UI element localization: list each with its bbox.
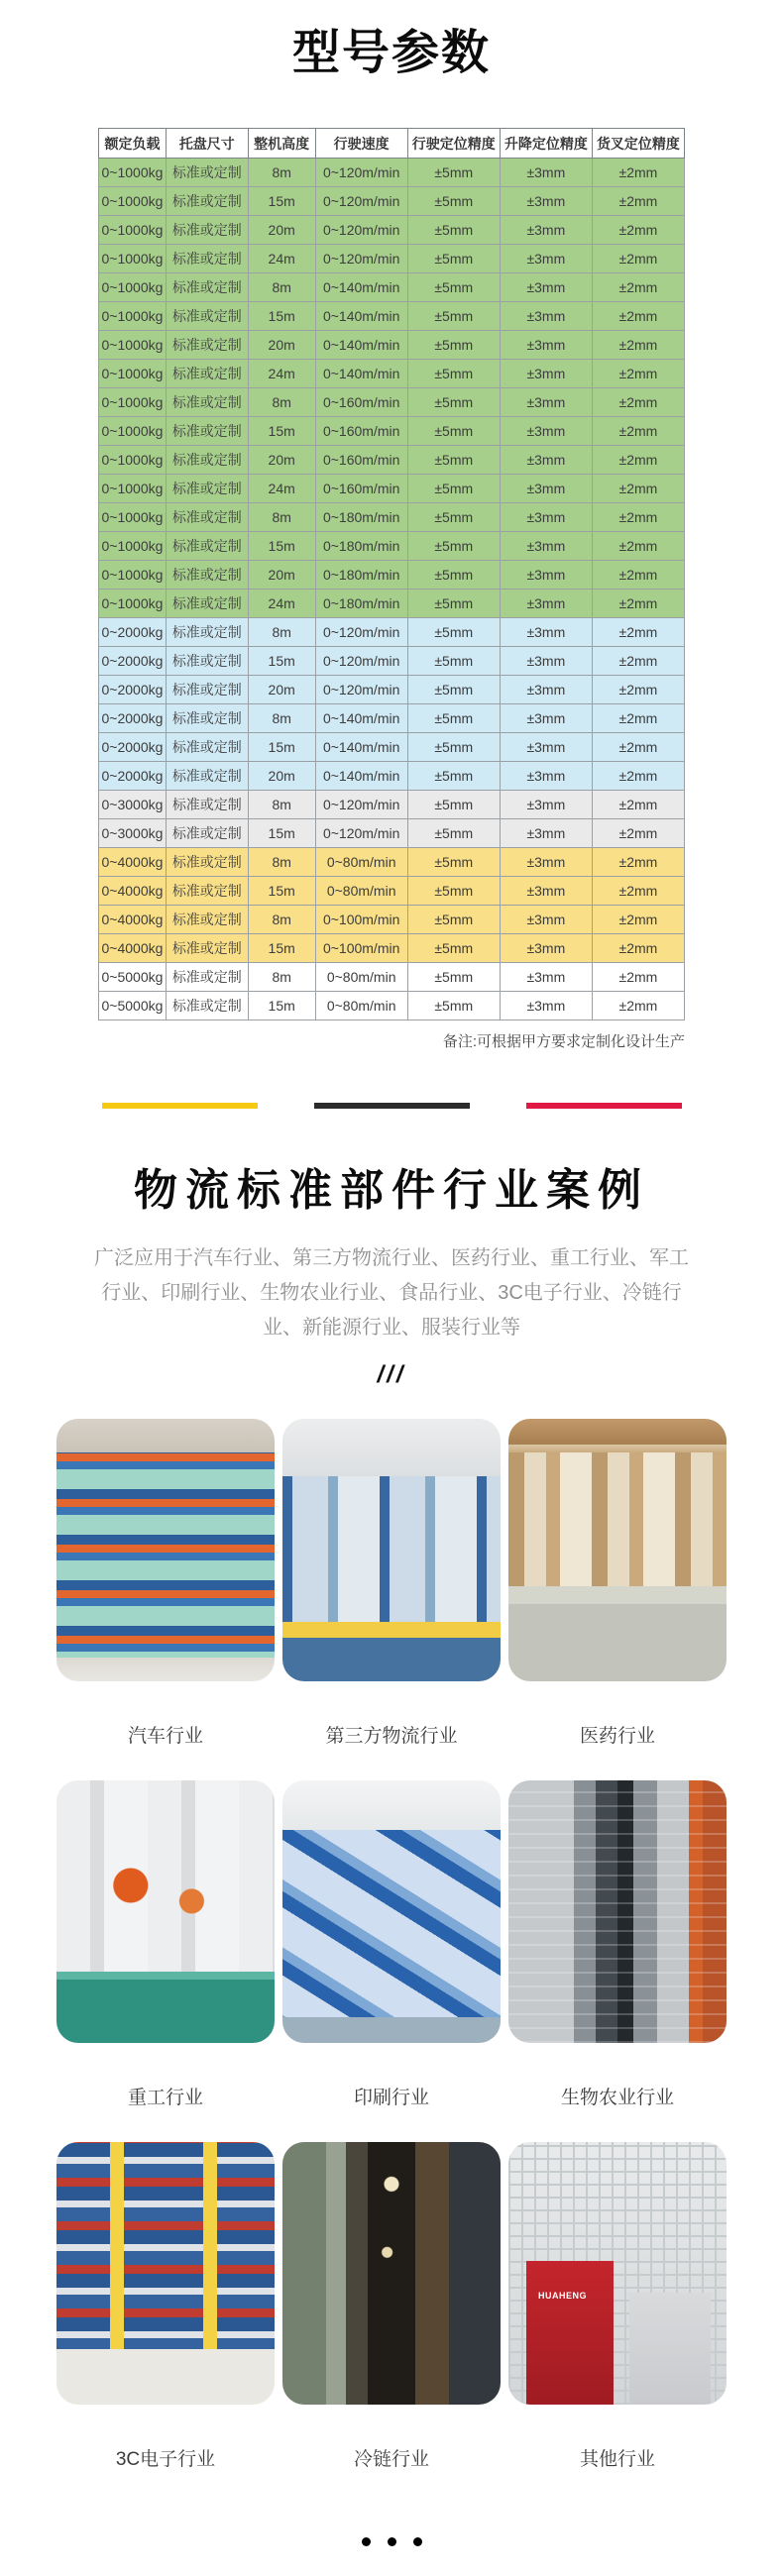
table-cell: ±3mm	[500, 561, 592, 590]
table-cell: ±3mm	[500, 159, 592, 187]
table-cell: ±2mm	[592, 877, 684, 906]
table-cell: 0~2000kg	[99, 762, 167, 791]
table-cell: 0~180m/min	[315, 532, 407, 561]
case-card-other[interactable]	[508, 2142, 727, 2470]
table-cell: ±3mm	[500, 446, 592, 475]
table-cell: ±2mm	[592, 388, 684, 417]
table-cell: 20m	[248, 762, 315, 791]
table-cell: 标准或定制	[166, 819, 248, 848]
table-row	[99, 388, 685, 417]
table-cell: 0~1000kg	[99, 561, 167, 590]
table-cell: ±5mm	[407, 848, 500, 877]
table-row	[99, 676, 685, 704]
table-cell: ±3mm	[500, 848, 592, 877]
table-row	[99, 733, 685, 762]
table-cell: ±3mm	[500, 647, 592, 676]
table-cell: 0~1000kg	[99, 532, 167, 561]
table-cell: 标准或定制	[166, 791, 248, 819]
table-cell: 15m	[248, 992, 315, 1020]
table-cell: ±5mm	[407, 791, 500, 819]
table-row	[99, 475, 685, 503]
table-row	[99, 791, 685, 819]
table-cell: ±3mm	[500, 475, 592, 503]
table-cell: 0~4000kg	[99, 877, 167, 906]
column-header: 整机高度	[248, 129, 315, 159]
table-cell: ±3mm	[500, 676, 592, 704]
table-cell: ±3mm	[500, 906, 592, 934]
table-cell: 标准或定制	[166, 302, 248, 331]
divider-bar-red	[526, 1103, 682, 1109]
table-cell: 15m	[248, 187, 315, 216]
table-cell: ±3mm	[500, 360, 592, 388]
table-cell: ±5mm	[407, 302, 500, 331]
divider-bar-black	[314, 1103, 470, 1109]
case-card-printing[interactable]	[282, 1780, 501, 2108]
table-row	[99, 906, 685, 934]
table-row	[99, 532, 685, 561]
table-row	[99, 331, 685, 360]
table-cell: 标准或定制	[166, 360, 248, 388]
table-cell: ±3mm	[500, 388, 592, 417]
table-cell: ±5mm	[407, 906, 500, 934]
case-photo-printing	[282, 1780, 501, 2043]
table-cell: ±5mm	[407, 647, 500, 676]
table-cell: ±5mm	[407, 819, 500, 848]
table-cell: ±5mm	[407, 992, 500, 1020]
table-cell: ±2mm	[592, 446, 684, 475]
table-cell: ±3mm	[500, 532, 592, 561]
table-cell: ±3mm	[500, 187, 592, 216]
table-cell: 0~1000kg	[99, 503, 167, 532]
table-cell: ±3mm	[500, 819, 592, 848]
table-cell: 0~80m/min	[315, 992, 407, 1020]
column-header: 行驶速度	[315, 129, 407, 159]
table-cell: ±3mm	[500, 417, 592, 446]
table-cell: ±5mm	[407, 963, 500, 992]
table-cell: ±3mm	[500, 704, 592, 733]
table-cell: ±2mm	[592, 733, 684, 762]
table-cell: ±2mm	[592, 360, 684, 388]
table-cell: ±5mm	[407, 360, 500, 388]
table-cell: 标准或定制	[166, 273, 248, 302]
table-cell: 0~4000kg	[99, 906, 167, 934]
table-cell: 标准或定制	[166, 503, 248, 532]
table-row	[99, 934, 685, 963]
table-cell: 0~100m/min	[315, 934, 407, 963]
table-cell: 0~140m/min	[315, 360, 407, 388]
table-cell: 8m	[248, 791, 315, 819]
table-cell: 0~1000kg	[99, 187, 167, 216]
case-photo-cold-chain	[282, 2142, 501, 2405]
carousel-dot-2[interactable]	[388, 2537, 396, 2546]
table-cell: ±3mm	[500, 503, 592, 532]
table-row	[99, 302, 685, 331]
table-row	[99, 590, 685, 618]
table-cell: ±2mm	[592, 475, 684, 503]
table-cell: 0~5000kg	[99, 992, 167, 1020]
case-caption-cold-chain: 冷链行业	[353, 2449, 429, 2470]
table-cell: 0~120m/min	[315, 216, 407, 245]
table-cell: ±3mm	[500, 216, 592, 245]
table-cell: 15m	[248, 532, 315, 561]
table-cell: 0~1000kg	[99, 388, 167, 417]
table-cell: 0~160m/min	[315, 417, 407, 446]
table-cell: ±2mm	[592, 819, 684, 848]
table-cell: ±5mm	[407, 877, 500, 906]
table-cell: ±2mm	[592, 676, 684, 704]
pagination-dots	[0, 2537, 783, 2576]
page-title: 型号参数	[291, 27, 491, 79]
table-cell: ±2mm	[592, 906, 684, 934]
table-cell: 0~2000kg	[99, 733, 167, 762]
table-cell: ±5mm	[407, 590, 500, 618]
table-cell: 15m	[248, 417, 315, 446]
column-header: 额定负载	[99, 129, 167, 159]
table-cell: 20m	[248, 331, 315, 360]
case-photo-third-party-logistics	[282, 1419, 501, 1681]
case-card-third-party-logistics[interactable]	[282, 1419, 501, 1747]
spec-table-section	[98, 128, 685, 1051]
table-cell: 0~1000kg	[99, 216, 167, 245]
table-row	[99, 360, 685, 388]
table-cell: 0~1000kg	[99, 159, 167, 187]
case-caption-automotive: 汽车行业	[127, 1726, 203, 1747]
table-cell: 15m	[248, 934, 315, 963]
table-cell: ±5mm	[407, 159, 500, 187]
case-photo-bio-agriculture	[508, 1780, 727, 2043]
table-cell: ±3mm	[500, 762, 592, 791]
case-photo-pharmaceutical	[508, 1419, 727, 1681]
table-cell: 8m	[248, 388, 315, 417]
case-caption-3c-electronics: 3C电子行业	[115, 2449, 216, 2470]
table-row	[99, 159, 685, 187]
table-cell: ±3mm	[500, 992, 592, 1020]
table-cell: ±3mm	[500, 877, 592, 906]
cases-section-title: 物流标准部件行业案例	[134, 1166, 649, 1215]
table-cell: 标准或定制	[166, 676, 248, 704]
table-cell: ±3mm	[500, 331, 592, 360]
table-cell: 标准或定制	[166, 704, 248, 733]
table-cell: ±2mm	[592, 590, 684, 618]
table-cell: 0~120m/min	[315, 618, 407, 647]
table-cell: 0~120m/min	[315, 791, 407, 819]
table-cell: ±2mm	[592, 273, 684, 302]
table-cell: 0~120m/min	[315, 187, 407, 216]
table-cell: 标准或定制	[166, 733, 248, 762]
table-cell: 标准或定制	[166, 159, 248, 187]
table-cell: ±2mm	[592, 963, 684, 992]
table-cell: 0~180m/min	[315, 590, 407, 618]
table-cell: 0~140m/min	[315, 273, 407, 302]
photo-brand-text: HUAHENG	[538, 2291, 588, 2301]
table-cell: ±2mm	[592, 245, 684, 273]
slashes-decoration: ///	[377, 1361, 406, 1388]
table-cell: 0~120m/min	[315, 647, 407, 676]
table-cell: 0~140m/min	[315, 704, 407, 733]
table-cell: 0~1000kg	[99, 590, 167, 618]
table-cell: ±5mm	[407, 475, 500, 503]
spec-table-head-row	[99, 129, 685, 159]
table-cell: ±5mm	[407, 618, 500, 647]
table-cell: ±3mm	[500, 302, 592, 331]
case-card-pharmaceutical[interactable]	[508, 1419, 727, 1747]
table-cell: 8m	[248, 704, 315, 733]
divider-bars	[0, 1103, 783, 1109]
table-cell: 标准或定制	[166, 532, 248, 561]
column-header: 托盘尺寸	[166, 129, 248, 159]
table-cell: 24m	[248, 475, 315, 503]
table-cell: 0~2000kg	[99, 676, 167, 704]
table-cell: 标准或定制	[166, 618, 248, 647]
table-cell: 0~80m/min	[315, 877, 407, 906]
table-cell: 标准或定制	[166, 388, 248, 417]
case-card-3c-electronics[interactable]	[56, 2142, 275, 2470]
table-cell: ±3mm	[500, 733, 592, 762]
table-row	[99, 561, 685, 590]
table-cell: ±5mm	[407, 733, 500, 762]
table-cell: ±2mm	[592, 762, 684, 791]
table-row	[99, 762, 685, 791]
table-cell: 0~120m/min	[315, 819, 407, 848]
table-cell: 0~140m/min	[315, 733, 407, 762]
table-cell: 0~100m/min	[315, 906, 407, 934]
table-cell: 8m	[248, 273, 315, 302]
table-cell: ±5mm	[407, 245, 500, 273]
table-cell: 0~1000kg	[99, 417, 167, 446]
case-photo-automotive	[56, 1419, 275, 1681]
table-cell: ±5mm	[407, 503, 500, 532]
table-cell: 8m	[248, 963, 315, 992]
table-cell: 24m	[248, 360, 315, 388]
table-row	[99, 417, 685, 446]
table-cell: 0~80m/min	[315, 848, 407, 877]
table-cell: 标准或定制	[166, 187, 248, 216]
table-cell: 0~160m/min	[315, 388, 407, 417]
table-cell: 15m	[248, 819, 315, 848]
table-cell: 0~160m/min	[315, 446, 407, 475]
table-row	[99, 187, 685, 216]
table-row	[99, 216, 685, 245]
table-cell: ±5mm	[407, 273, 500, 302]
table-cell: ±2mm	[592, 159, 684, 187]
table-cell: ±3mm	[500, 618, 592, 647]
table-cell: 0~1000kg	[99, 446, 167, 475]
column-header: 升降定位精度	[500, 129, 592, 159]
table-cell: 8m	[248, 503, 315, 532]
table-cell: 标准或定制	[166, 934, 248, 963]
table-cell: 0~180m/min	[315, 561, 407, 590]
table-cell: ±2mm	[592, 992, 684, 1020]
table-row	[99, 819, 685, 848]
table-cell: ±5mm	[407, 762, 500, 791]
table-cell: 标准或定制	[166, 331, 248, 360]
spec-table	[98, 128, 685, 1020]
table-cell: ±2mm	[592, 561, 684, 590]
table-cell: ±5mm	[407, 417, 500, 446]
table-cell: 0~3000kg	[99, 819, 167, 848]
table-cell: ±5mm	[407, 532, 500, 561]
table-cell: 15m	[248, 877, 315, 906]
table-cell: ±2mm	[592, 647, 684, 676]
case-card-heavy-industry[interactable]	[56, 1780, 275, 2108]
table-row	[99, 877, 685, 906]
table-cell: 0~1000kg	[99, 245, 167, 273]
table-cell: 0~140m/min	[315, 302, 407, 331]
table-cell: 8m	[248, 159, 315, 187]
table-cell: 标准或定制	[166, 561, 248, 590]
table-cell: ±5mm	[407, 331, 500, 360]
table-row	[99, 618, 685, 647]
case-photo-heavy-industry	[56, 1780, 275, 2043]
table-cell: ±3mm	[500, 245, 592, 273]
table-row	[99, 245, 685, 273]
table-cell: 0~1000kg	[99, 273, 167, 302]
table-cell: 0~3000kg	[99, 791, 167, 819]
table-cell: 标准或定制	[166, 963, 248, 992]
table-cell: 标准或定制	[166, 848, 248, 877]
table-cell: 20m	[248, 446, 315, 475]
table-cell: ±2mm	[592, 704, 684, 733]
table-cell: 标准或定制	[166, 475, 248, 503]
table-cell: ±2mm	[592, 417, 684, 446]
column-header: 行驶定位精度	[407, 129, 500, 159]
table-cell: 0~140m/min	[315, 762, 407, 791]
table-cell: ±2mm	[592, 331, 684, 360]
table-cell: ±2mm	[592, 848, 684, 877]
column-header: 货叉定位精度	[592, 129, 684, 159]
cases-grid	[56, 1419, 727, 2504]
case-caption-other: 其他行业	[579, 2449, 655, 2470]
table-cell: 标准或定制	[166, 992, 248, 1020]
table-cell: 0~120m/min	[315, 676, 407, 704]
table-cell: 20m	[248, 561, 315, 590]
table-cell: ±3mm	[500, 273, 592, 302]
table-cell: ±5mm	[407, 388, 500, 417]
table-cell: 标准或定制	[166, 877, 248, 906]
table-cell: ±5mm	[407, 561, 500, 590]
table-cell: 0~120m/min	[315, 159, 407, 187]
table-cell: ±5mm	[407, 216, 500, 245]
table-cell: 0~2000kg	[99, 618, 167, 647]
table-cell: 15m	[248, 733, 315, 762]
table-cell: 0~80m/min	[315, 963, 407, 992]
table-row	[99, 704, 685, 733]
table-cell: 0~1000kg	[99, 302, 167, 331]
table-cell: 标准或定制	[166, 245, 248, 273]
table-cell: ±2mm	[592, 532, 684, 561]
table-row	[99, 963, 685, 992]
table-row	[99, 446, 685, 475]
table-cell: ±5mm	[407, 446, 500, 475]
table-note: 备注:可根据甲方要求定制化设计生产	[442, 1033, 685, 1050]
table-cell: 0~5000kg	[99, 963, 167, 992]
table-cell: 标准或定制	[166, 216, 248, 245]
table-cell: 标准或定制	[166, 906, 248, 934]
table-cell: ±3mm	[500, 963, 592, 992]
case-caption-bio-agriculture: 生物农业行业	[560, 2088, 674, 2108]
table-row	[99, 647, 685, 676]
table-cell: 标准或定制	[166, 446, 248, 475]
table-cell: 标准或定制	[166, 762, 248, 791]
carousel-dot-3[interactable]	[413, 2537, 422, 2546]
case-caption-pharmaceutical: 医药行业	[579, 1726, 655, 1747]
table-cell: 0~160m/min	[315, 475, 407, 503]
table-cell: ±5mm	[407, 676, 500, 704]
table-cell: 0~4000kg	[99, 848, 167, 877]
table-cell: 标准或定制	[166, 647, 248, 676]
table-cell: 0~2000kg	[99, 704, 167, 733]
carousel-dot-1[interactable]	[362, 2537, 371, 2546]
table-cell: 0~1000kg	[99, 331, 167, 360]
cases-description: 广泛应用于汽车行业、第三方物流行业、医药行业、重工行业、军工行业、印刷行业、生物农业行业、食品行业、3C电子行业、冷链行业、新能源行业、服装行业等	[94, 1247, 689, 1339]
table-cell: 8m	[248, 618, 315, 647]
table-cell: 20m	[248, 676, 315, 704]
table-cell: 0~140m/min	[315, 331, 407, 360]
case-card-automotive[interactable]	[56, 1419, 275, 1747]
table-cell: ±2mm	[592, 503, 684, 532]
table-cell: 0~2000kg	[99, 647, 167, 676]
table-cell: 15m	[248, 302, 315, 331]
table-cell: 24m	[248, 245, 315, 273]
table-cell: 标准或定制	[166, 590, 248, 618]
table-cell: 0~120m/min	[315, 245, 407, 273]
table-cell: ±2mm	[592, 791, 684, 819]
table-cell: ±2mm	[592, 216, 684, 245]
case-card-cold-chain[interactable]	[282, 2142, 501, 2470]
table-cell: 0~1000kg	[99, 475, 167, 503]
table-cell: ±2mm	[592, 934, 684, 963]
case-caption-third-party-logistics: 第三方物流行业	[325, 1726, 458, 1747]
table-cell: ±3mm	[500, 590, 592, 618]
table-cell: 0~1000kg	[99, 360, 167, 388]
case-photo-other	[508, 2142, 727, 2405]
table-cell: ±5mm	[407, 934, 500, 963]
table-cell: 标准或定制	[166, 417, 248, 446]
table-cell: 0~180m/min	[315, 503, 407, 532]
table-cell: 8m	[248, 906, 315, 934]
table-cell: ±2mm	[592, 618, 684, 647]
table-cell: 20m	[248, 216, 315, 245]
table-row	[99, 273, 685, 302]
table-row	[99, 503, 685, 532]
table-row	[99, 992, 685, 1020]
spec-table-body	[99, 159, 685, 1020]
table-cell: 24m	[248, 590, 315, 618]
divider-bar-yellow	[102, 1103, 258, 1109]
table-cell: ±5mm	[407, 187, 500, 216]
case-caption-heavy-industry: 重工行业	[127, 2088, 203, 2108]
table-cell: ±2mm	[592, 187, 684, 216]
case-photo-3c-electronics	[56, 2142, 275, 2405]
table-cell: ±3mm	[500, 791, 592, 819]
table-cell: ±3mm	[500, 934, 592, 963]
table-cell: 8m	[248, 848, 315, 877]
case-caption-printing: 印刷行业	[353, 2088, 429, 2108]
table-cell: 15m	[248, 647, 315, 676]
table-cell: ±2mm	[592, 302, 684, 331]
case-card-bio-agriculture[interactable]	[508, 1780, 727, 2108]
table-row	[99, 848, 685, 877]
table-cell: 0~4000kg	[99, 934, 167, 963]
table-cell: ±5mm	[407, 704, 500, 733]
